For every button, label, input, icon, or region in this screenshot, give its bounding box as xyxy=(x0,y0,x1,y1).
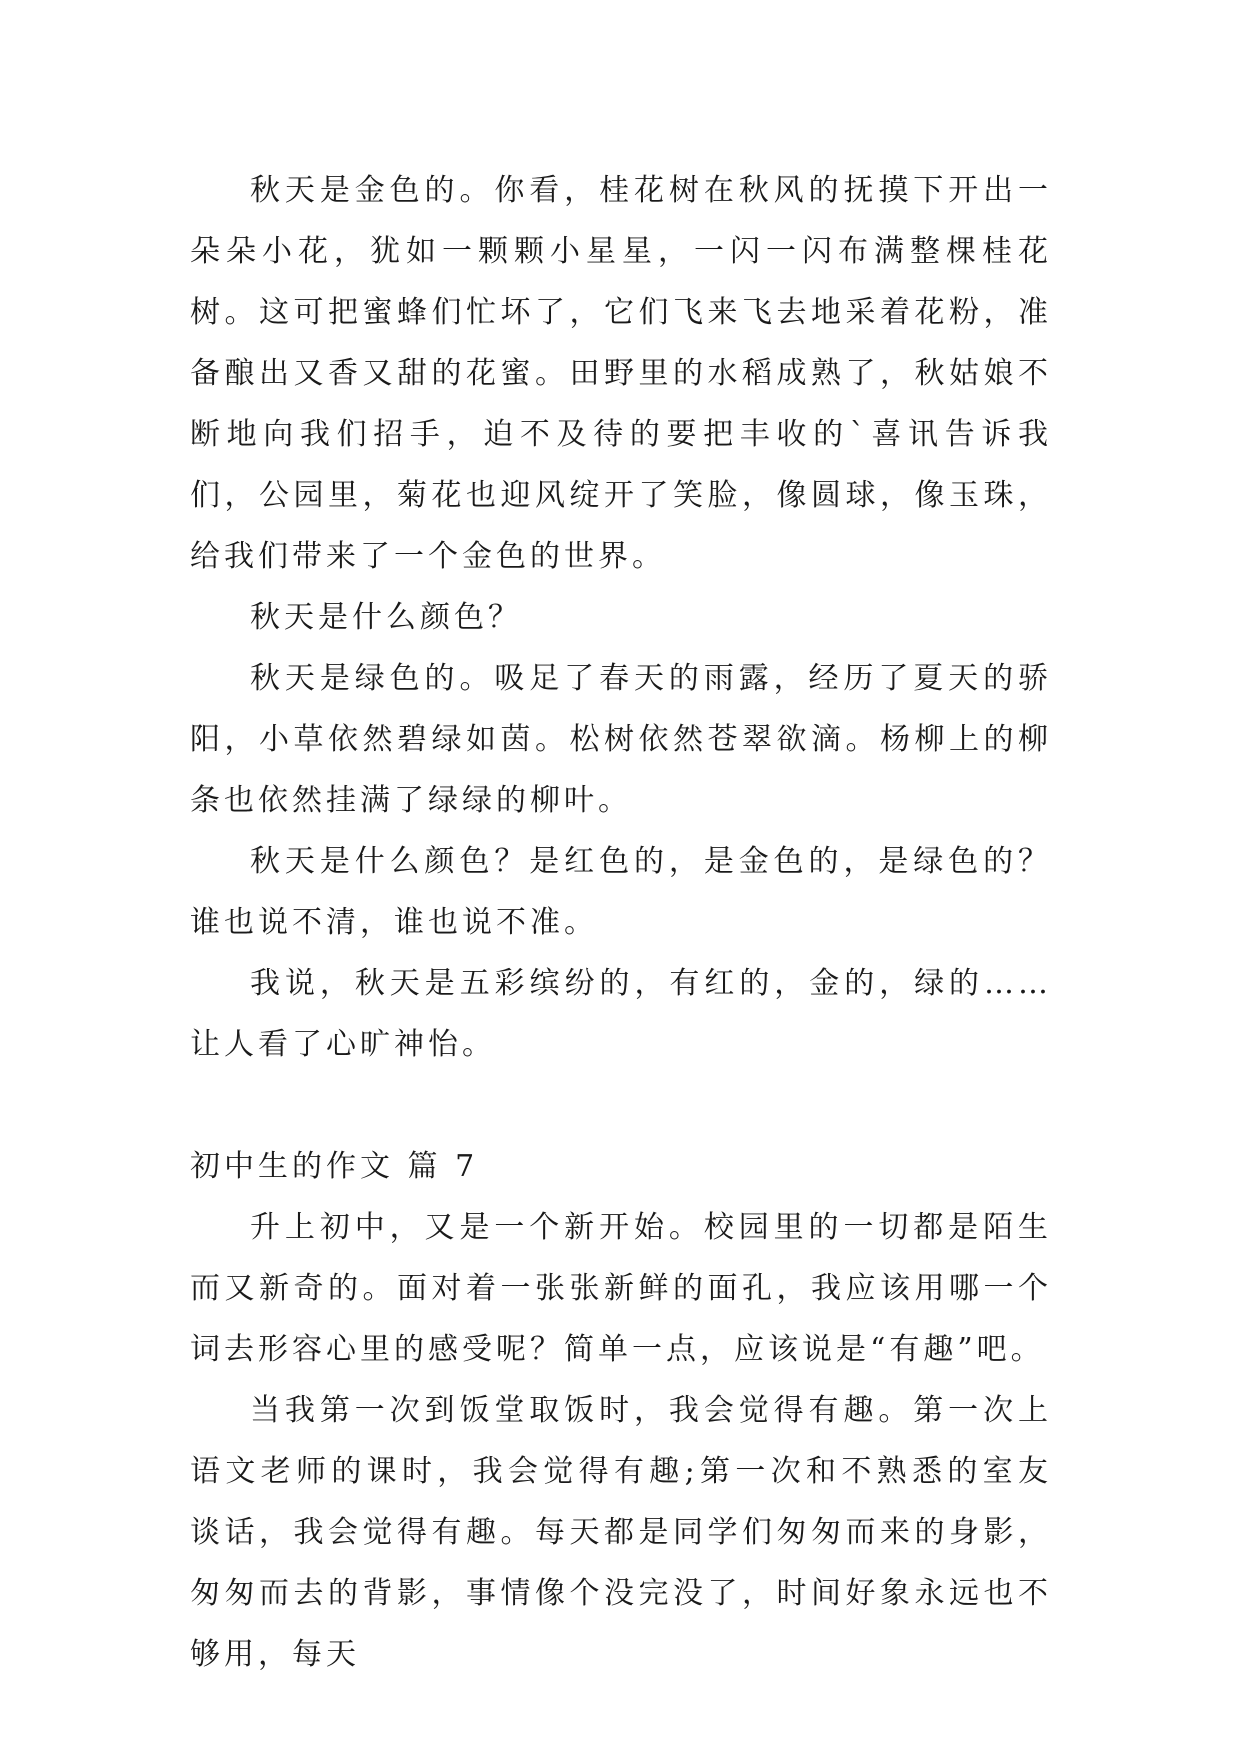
paragraph: 秋天是什么颜色？ xyxy=(250,600,522,635)
paragraph: 我说，秋天是五彩缤纷的，有红的，金的，绿的……让人看了心旷神怡。 xyxy=(190,966,1052,1062)
document-body xyxy=(190,160,1052,1685)
paragraph: 当我第一次到饭堂取饭时，我会觉得有趣。第一次上语文老师的课时，我会觉得有趣;第一次和不熟悉的室友谈话，我会觉得有趣。每天都是同学们匆匆而来的身影，匆匆而去的背影，事情像个没完没了，时间好象永远也不够用，每天 xyxy=(190,1393,1052,1672)
paragraph: 秋天是金色的。你看，桂花树在秋风的抚摸下开出一朵朵小花，犹如一颗颗小星星，一闪一闪布满整棵桂花树。这可把蜜蜂们忙坏了，它们飞来飞去地采着花粉，准备酿出又香又甜的花蜜。田野里的水稻成熟了，秋姑娘不断地向我们招手，迫不及待的要把丰收的`喜讯告诉我们，公园里，菊花也迎风绽开了笑脸，像圆球，像玉珠，给我们带来了一个金色的世界。 xyxy=(190,173,1052,574)
paragraph: 秋天是绿色的。吸足了春天的雨露，经历了夏天的骄阳，小草依然碧绿如茵。松树依然苍翠欲滴。杨柳上的柳条也依然挂满了绿绿的柳叶。 xyxy=(190,661,1052,818)
paragraph: 秋天是什么颜色？是红色的，是金色的，是绿色的？谁也说不清，谁也说不准。 xyxy=(190,844,1052,940)
paragraph: 升上初中，又是一个新开始。校园里的一切都是陌生而又新奇的。面对着一张张新鲜的面孔，我应该用哪一个词去形容心里的感受呢？简单一点，应该说是“有趣”吧。 xyxy=(190,1210,1052,1367)
section-heading: 初中生的作文 篇 7 xyxy=(190,1149,479,1184)
